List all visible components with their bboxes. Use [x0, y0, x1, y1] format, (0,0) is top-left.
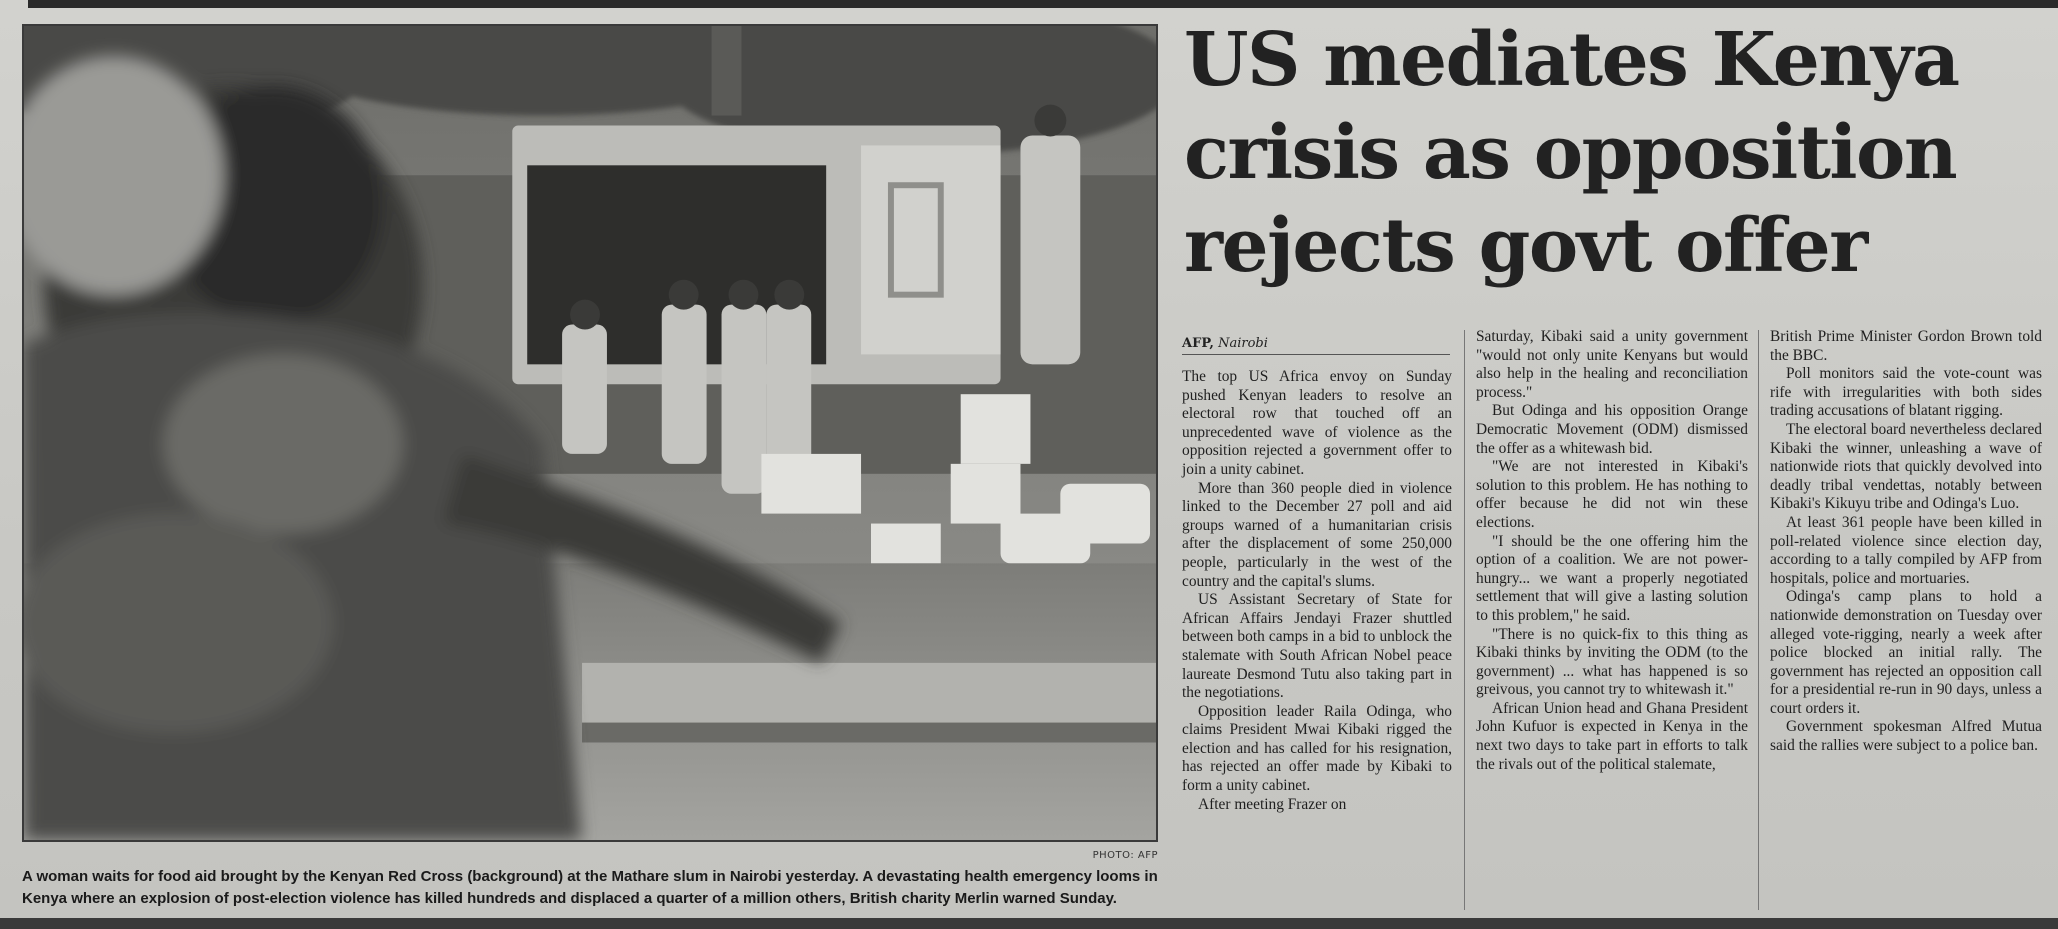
bottom-rule: [0, 918, 2058, 929]
photo-caption: A woman waits for food aid brought by the Kenyan Red Cross (background) at the Mathare slum in Nairobi yesterday. A devastating health emergency looms in Kenya where an explosion of post-election violence has killed hundreds and displaced a quarter of a million others, British charity Merlin warned Sunday.: [22, 868, 1158, 907]
paragraph: The top US Africa envoy on Sunday pushed Kenyan leaders to resolve an electoral row that touched off an unprecedented wave of violence as the opposition rejected a government offer to join a unity cabinet.: [1182, 368, 1452, 478]
article-column-3: [1770, 328, 2042, 756]
byline-place: Nairobi: [1218, 336, 1268, 351]
news-photo: [22, 24, 1158, 842]
paragraph: The electoral board nevertheless declared Kibaki the winner, unleashing a wave of nationwide riots that quickly devolved into deadly tribal vendettas, notably between Kibaki's Kikuyu tribe and Odinga's Luo.: [1770, 420, 2042, 513]
paragraph: At least 361 people have been killed in poll-related violence since election day, according to a tally compiled by AFP from hospitals, police and mortuaries.: [1770, 513, 2042, 587]
paragraph: Odinga's camp plans to hold a nationwide demonstration on Tuesday over alleged vote-rigging, nearly a week after police blocked an initial rally. The government has rejected an opposition call for a presidential re-run in 90 days, unless a court orders it.: [1770, 588, 2042, 717]
paragraph: But Odinga and his opposition Orange Democratic Movement (ODM) dismissed the offer as a whitewash bid.: [1476, 402, 1748, 457]
headline: US mediates Kenya crisis as opposition rejects govt offer: [1184, 17, 1959, 289]
paragraph: Saturday, Kibaki said a unity government "would not only unite Kenyans but would also help in the healing and reconciliation process.": [1476, 328, 1748, 401]
paragraph: More than 360 people died in violence linked to the December 27 poll and aid groups warned of a humanitarian crisis after the displacement of some 250,000 people, particularly in the west of the country and the capital's slums.: [1182, 479, 1452, 590]
paragraph: "We are not interested in Kibaki's solution to this problem. He has nothing to offer because he did not win these elections.: [1476, 458, 1748, 531]
paragraph: Government spokesman Alfred Mutua said the rallies were subject to a police ban.: [1770, 718, 2042, 755]
paragraph: "There is no quick-fix to this thing as Kibaki thinks by inviting the ODM (to the government) ... what has happened is so greivous, you cannot try to whitewash it.": [1476, 625, 1748, 699]
byline-agency: AFP,: [1182, 336, 1214, 351]
paragraph: "I should be the one offering him the option of a coalition. We are not power-hungry... we want a properly negotiated settlement that will give a lasting solution to this problem," he said.: [1476, 532, 1748, 624]
photo-credit: PHOTO: AFP: [1092, 850, 1158, 861]
column-divider: [1464, 330, 1465, 910]
paragraph: British Prime Minister Gordon Brown told the BBC.: [1770, 328, 2042, 364]
article-column-2: [1476, 328, 1748, 774]
top-rule: [28, 0, 2058, 8]
paragraph: Opposition leader Raila Odinga, who claims President Mwai Kibaki rigged the election and has called for his resignation, has rejected an offer made by Kibaki to form a unity cabinet.: [1182, 702, 1452, 795]
photo-illustration: [24, 26, 1156, 840]
article-column-1: [1182, 368, 1452, 814]
paragraph: African Union head and Ghana President John Kufuor is expected in Kenya in the next two days to take part in efforts to talk the rivals out of the political stalemate,: [1476, 699, 1748, 773]
byline: [1182, 336, 1450, 355]
paragraph: US Assistant Secretary of State for African Affairs Jendayi Frazer shuttled between both camps in a bid to unblock the stalemate with South African Nobel peace laureate Desmond Tutu also taking part in the negotiations.: [1182, 591, 1452, 702]
column-divider: [1758, 330, 1759, 910]
paragraph: After meeting Frazer on: [1198, 795, 1347, 813]
paragraph: Poll monitors said the vote-count was rife with irregularities with both sides trading accusations of blatant rigging.: [1770, 365, 2042, 420]
